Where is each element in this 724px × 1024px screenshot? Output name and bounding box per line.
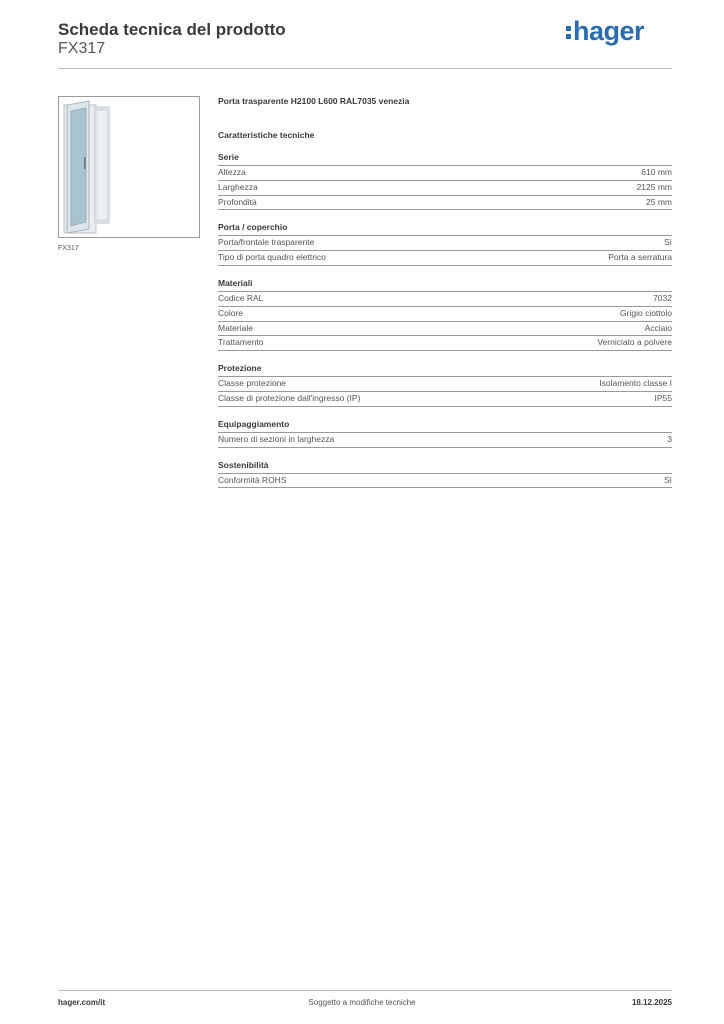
spec-value: Sì xyxy=(663,474,672,485)
spec-value: Isolamento classe I xyxy=(599,378,672,389)
page-title: Scheda tecnica del prodotto xyxy=(58,20,286,39)
spec-label: Classe protezione xyxy=(218,378,287,389)
section-serie xyxy=(218,152,672,210)
spec-label: Materiale xyxy=(218,322,253,333)
hager-logo xyxy=(566,16,644,47)
footer-date: 18.12.2025 xyxy=(631,998,672,1007)
spec-row xyxy=(218,336,672,351)
section-title: Equipaggiamento xyxy=(218,419,672,433)
spec-label: Colore xyxy=(218,307,244,318)
spec-value: 2125 mm xyxy=(636,181,672,192)
tech-characteristics-title: Caratteristiche tecniche xyxy=(218,130,315,140)
spec-row xyxy=(218,392,672,407)
spec-value: Verniciato a polvere xyxy=(597,337,672,348)
spec-row xyxy=(218,292,672,307)
spec-row xyxy=(218,166,672,181)
spec-row xyxy=(218,474,672,489)
spec-value: 610 mm xyxy=(641,167,672,177)
logo-text: hager xyxy=(573,16,645,46)
logo-dots-icon xyxy=(566,23,571,42)
section-title: Sostenibilità xyxy=(218,460,672,474)
spec-label: Classe di protezione dall'ingresso (IP) xyxy=(218,392,361,403)
spec-label: Numero di sezioni in larghezza xyxy=(218,433,335,444)
spec-label: Codice RAL xyxy=(218,292,264,303)
product-image-frame xyxy=(58,96,200,238)
section-materiali xyxy=(218,278,672,351)
header-divider xyxy=(58,68,672,69)
product-image xyxy=(59,97,199,237)
spec-row xyxy=(218,307,672,322)
spec-value: 7032 xyxy=(653,292,672,303)
section-protezione xyxy=(218,363,672,407)
spec-value: Acciaio xyxy=(644,322,672,333)
section-title: Materiali xyxy=(218,278,672,292)
spec-label: Conformità ROHS xyxy=(218,474,287,485)
spec-row xyxy=(218,181,672,196)
section-equipaggiamento xyxy=(218,419,672,448)
spec-value: 3 xyxy=(667,433,672,444)
footer-website-link[interactable]: hager.com/it xyxy=(58,998,106,1007)
spec-value: IP55 xyxy=(654,392,672,403)
spec-label: Tipo di porta quadro elettrico xyxy=(218,252,326,263)
spec-label: Porta/frontale trasparente xyxy=(218,237,315,248)
spec-value: 25 mm xyxy=(646,196,672,207)
spec-row xyxy=(218,433,672,448)
spec-value: Grigio ciottolo xyxy=(620,307,672,318)
spec-row xyxy=(218,196,672,211)
spec-label: Larghezza xyxy=(218,181,258,192)
spec-label: Altezza xyxy=(218,167,246,177)
spec-row xyxy=(218,322,672,337)
footer-divider xyxy=(58,990,672,991)
section-title: Serie xyxy=(218,152,672,166)
spec-value: Porta a serratura xyxy=(608,252,672,263)
spec-content xyxy=(218,96,672,488)
image-caption: FX317 xyxy=(58,245,79,252)
spec-row xyxy=(218,377,672,392)
section-porta-coperchio xyxy=(218,222,672,266)
section-title: Porta / coperchio xyxy=(218,222,672,236)
spec-row xyxy=(218,251,672,266)
footer-note: Soggetto a modifiche tecniche xyxy=(308,998,416,1007)
section-title: Protezione xyxy=(218,363,672,377)
product-code: FX317 xyxy=(58,40,106,57)
section-sostenibilita xyxy=(218,460,672,489)
spec-label: Profondità xyxy=(218,196,257,207)
spec-label: Trattamento xyxy=(218,337,264,348)
spec-row xyxy=(218,236,672,251)
product-description: Porta trasparente H2100 L600 RAL7035 venezia xyxy=(218,96,410,106)
spec-value: Sì xyxy=(663,237,672,248)
